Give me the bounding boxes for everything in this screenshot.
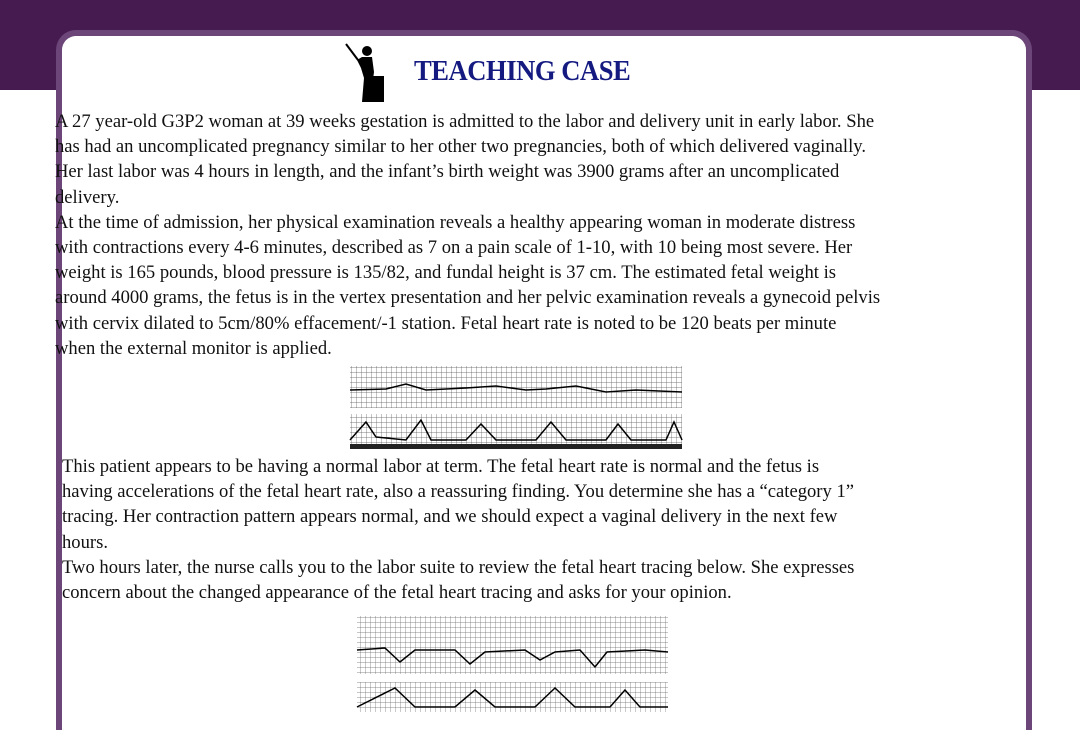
teacher-pointer-icon bbox=[344, 42, 400, 104]
text-line: tracing. Her contraction pattern appears normal, and we should expect a vaginal delivery in the next few bbox=[62, 506, 838, 528]
fetal-heart-tracing-1 bbox=[346, 362, 686, 452]
page-title: TEACHING CASE bbox=[414, 56, 631, 87]
text-line: when the external monitor is applied. bbox=[55, 337, 332, 359]
text-line: delivery. bbox=[55, 186, 120, 208]
case-description bbox=[55, 109, 880, 361]
text-line: around 4000 grams, the fetus is in the vertex presentation and her pelvic examination reveals a gynecoid pelvis bbox=[55, 287, 881, 309]
text-line: having accelerations of the fetal heart rate, also a reassuring finding. You determine she has a “category 1” bbox=[62, 481, 854, 503]
text-line: hours. bbox=[62, 531, 108, 553]
text-line: This patient appears to be having a normal labor at term. The fetal heart rate is normal and the fetus is bbox=[62, 456, 820, 477]
text-line: A 27 year-old G3P2 woman at 39 weeks gestation is admitted to the labor and delivery unit in early labor. She bbox=[55, 111, 875, 132]
text-line: has had an uncomplicated pregnancy similar to her other two pregnancies, both of which delivered vaginally. bbox=[55, 136, 866, 158]
text-line: with contractions every 4-6 minutes, described as 7 on a pain scale of 1-10, with 10 being most severe. Her bbox=[55, 236, 853, 258]
text-line: concern about the changed appearance of the fetal heart tracing and asks for your opinion. bbox=[62, 581, 732, 603]
text-line: weight is 165 pounds, blood pressure is 135/82, and fundal height is 37 cm. The estimated fetal weight is bbox=[55, 262, 836, 284]
text-line: Her last labor was 4 hours in length, and the infant’s birth weight was 3900 grams after an uncomplicated bbox=[55, 161, 840, 183]
assessment-text bbox=[62, 454, 854, 605]
text-line: At the time of admission, her physical examination reveals a healthy appearing woman in moderate distress bbox=[55, 211, 856, 233]
text-line: Two hours later, the nurse calls you to the labor suite to review the fetal heart tracing below. She expresses bbox=[62, 556, 855, 578]
fetal-heart-tracing-2 bbox=[355, 612, 670, 712]
text-line: with cervix dilated to 5cm/80% effacement/-1 station. Fetal heart rate is noted to be 120 beats per minute bbox=[55, 312, 837, 334]
